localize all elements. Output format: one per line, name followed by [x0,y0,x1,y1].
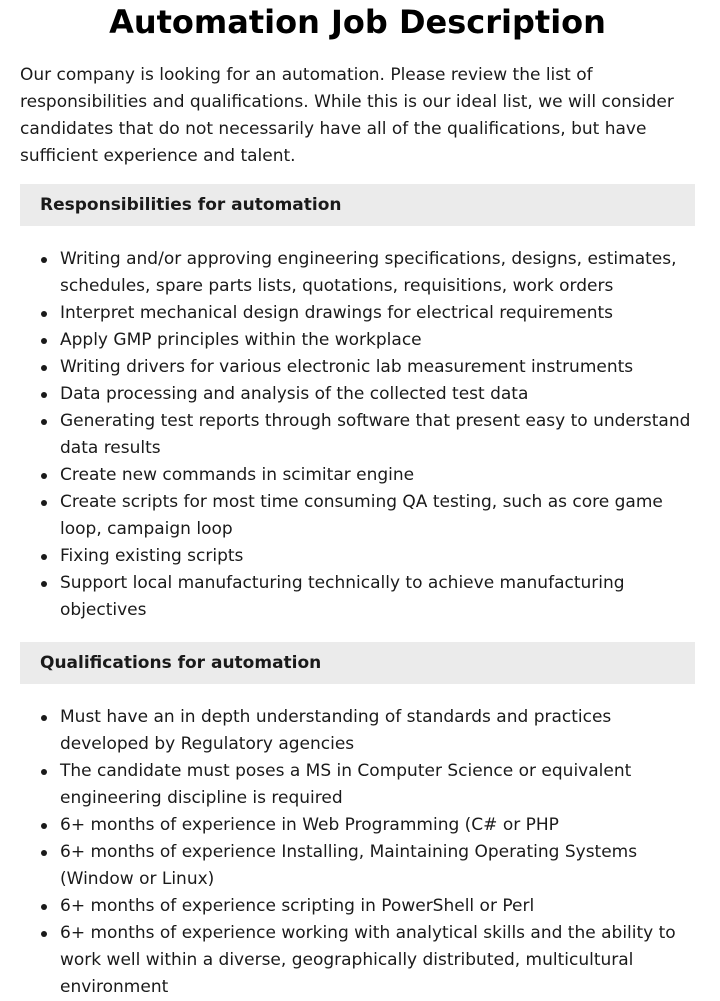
page-title: Automation Job Description [109,3,606,41]
bullet-icon [41,904,47,910]
list-item [20,570,695,624]
bullet-icon [41,419,47,425]
bullet-icon [41,338,47,344]
responsibilities-list [20,246,695,624]
list-item [20,300,695,327]
qualifications-heading: Qualifications for automation [20,642,695,684]
list-item-text: Writing drivers for various electronic lab measurement instruments [60,357,634,377]
bullet-icon [41,473,47,479]
list-item [20,704,695,758]
list-item-text: Create scripts for most time consuming QA testing, such as core game loop, campaign loop [60,492,663,539]
list-item [20,408,695,462]
list-item [20,812,695,839]
bullet-icon [41,581,47,587]
list-item-text: Interpret mechanical design drawings for electrical requirements [60,303,614,323]
list-item [20,543,695,570]
list-item-text: Fixing existing scripts [60,546,244,566]
bullet-icon [41,850,47,856]
bullet-icon [41,769,47,775]
list-item-text: 6+ months of experience working with analytical skills and the ability to work well within a diverse, geographically distributed, multicultural environment [60,923,676,997]
list-item-text: 6+ months of experience scripting in PowerShell or Perl [60,896,535,916]
list-item [20,381,695,408]
bullet-icon [41,365,47,371]
list-item [20,920,695,1001]
list-item-text: Support local manufacturing technically to achieve manufacturing objectives [60,573,625,620]
list-item [20,462,695,489]
bullet-icon [41,311,47,317]
bullet-icon [41,823,47,829]
list-item-text: Must have an in depth understanding of standards and practices developed by Regulatory agencies [60,707,612,754]
list-item-text: Data processing and analysis of the collected test data [60,384,529,404]
list-item-text: 6+ months of experience Installing, Maintaining Operating Systems (Window or Linux) [60,842,638,889]
bullet-icon [41,715,47,721]
intro-paragraph: Our company is looking for an automation. Please review the list of responsibilities and qualifications. While this is our ideal list, we will consider candidates that do not necessarily have all of the qualifications, but have sufficient experience and talent. [20,65,674,166]
list-item [20,327,695,354]
list-item-text: The candidate must poses a MS in Computer Science or equivalent engineering discipline is required [60,761,632,808]
bullet-icon [41,554,47,560]
bullet-icon [41,500,47,506]
list-item-text: Generating test reports through software that present easy to understand data results [60,411,691,458]
list-item [20,246,695,300]
list-item [20,758,695,812]
bullet-icon [41,931,47,937]
list-item-text: Writing and/or approving engineering specifications, designs, estimates, schedules, spare parts lists, quotations, requisitions, work orders [60,249,677,296]
list-item-text: 6+ months of experience in Web Programming (C# or PHP [60,815,559,835]
list-item-text: Create new commands in scimitar engine [60,465,415,485]
list-item [20,839,695,893]
bullet-icon [41,392,47,398]
qualifications-list [20,704,695,1001]
responsibilities-heading: Responsibilities for automation [20,184,695,226]
list-item [20,893,695,920]
list-item-text: Apply GMP principles within the workplace [60,330,422,350]
list-item [20,489,695,543]
list-item [20,354,695,381]
bullet-icon [41,257,47,263]
